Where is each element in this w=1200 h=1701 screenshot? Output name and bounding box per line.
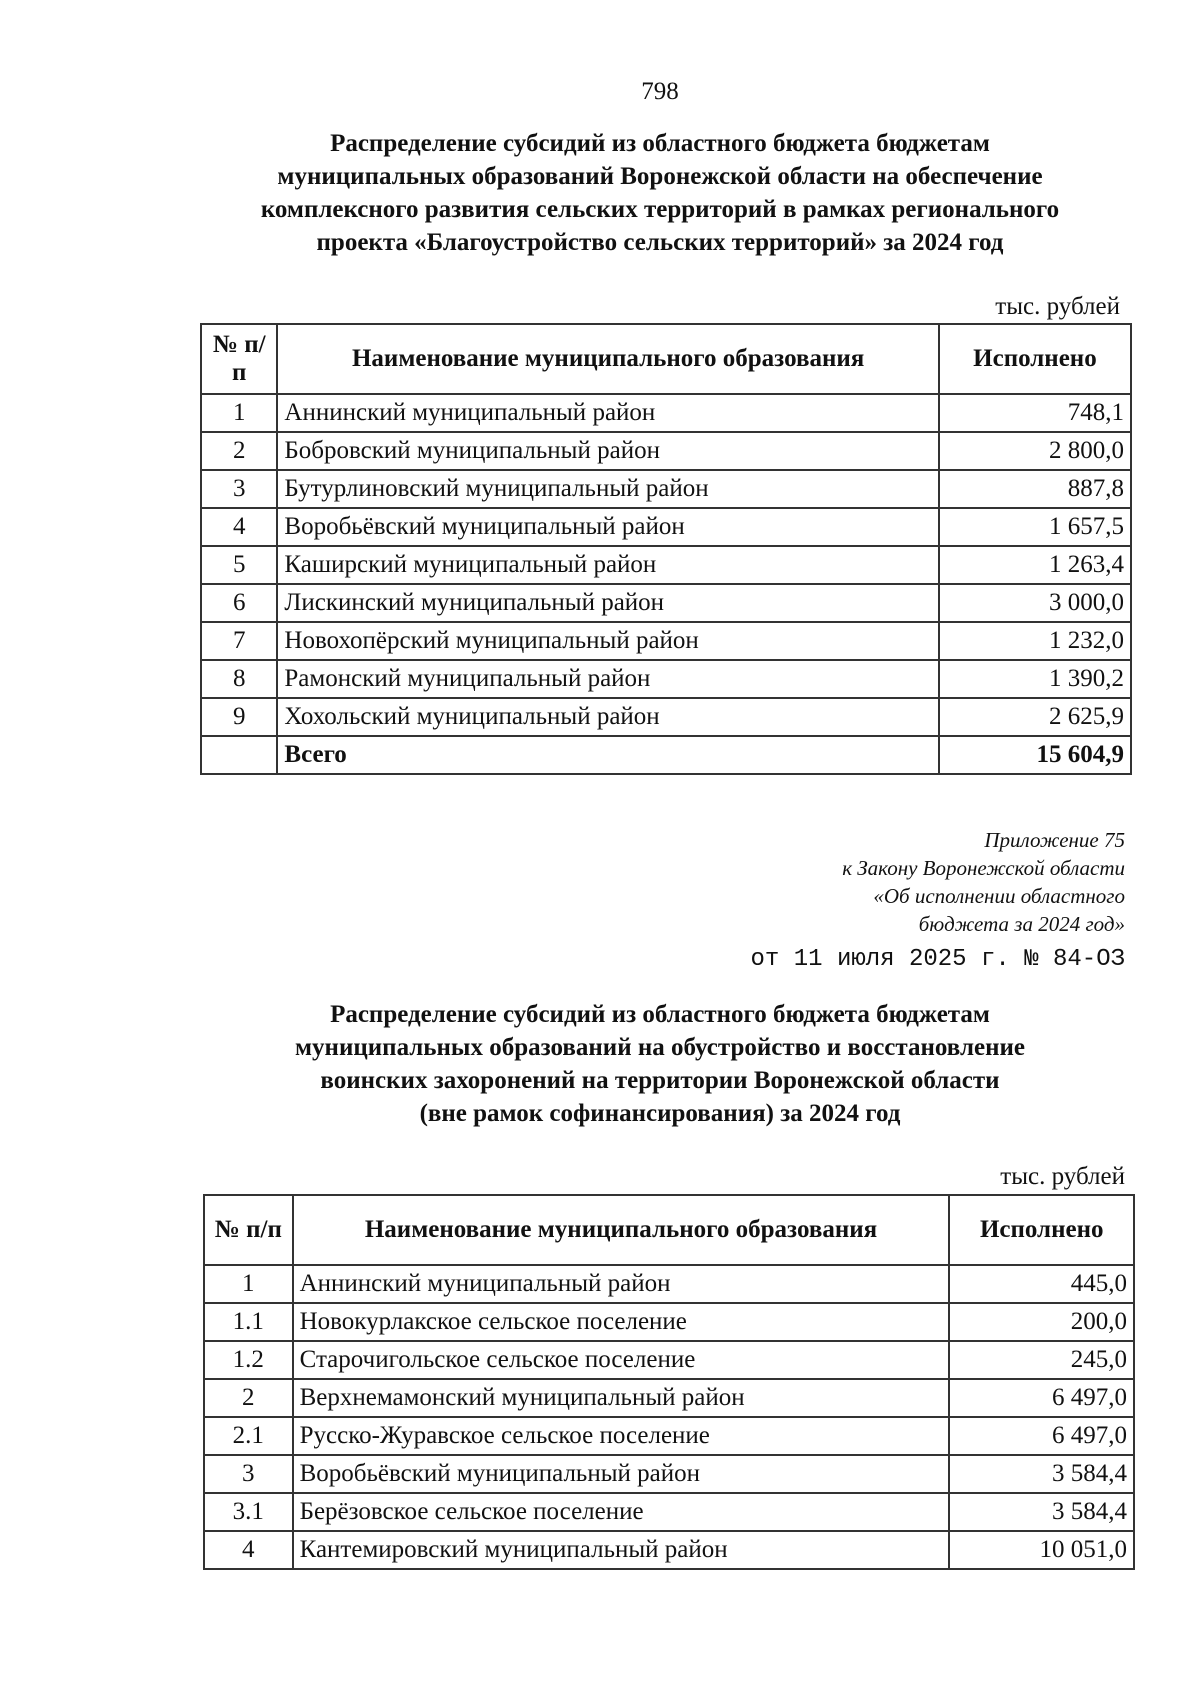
table-row — [204, 1493, 1134, 1531]
table-row — [201, 584, 1131, 622]
row-number: 5 — [201, 546, 277, 584]
section2-units: тыс. рублей — [1000, 1163, 1125, 1190]
row-number: 1.2 — [204, 1341, 293, 1379]
row-number: 8 — [201, 660, 277, 698]
executed-amount: 6 497,0 — [949, 1379, 1134, 1417]
executed-amount: 6 497,0 — [949, 1417, 1134, 1455]
executed-amount: 2 800,0 — [939, 432, 1131, 470]
section1-title — [150, 127, 1170, 259]
executed-amount: 445,0 — [949, 1265, 1134, 1303]
table-row — [204, 1265, 1134, 1303]
municipality-name: Лискинский муниципальный район — [277, 584, 938, 622]
executed-amount: 3 000,0 — [939, 584, 1131, 622]
municipality-name: Новокурлакское сельское поселение — [293, 1303, 950, 1341]
row-number: 2 — [204, 1379, 293, 1417]
column-header-no: № п/п — [201, 324, 277, 394]
column-header-name: Наименование муниципального образования — [293, 1195, 950, 1265]
total-row-number — [201, 736, 277, 774]
row-number: 3.1 — [204, 1493, 293, 1531]
municipality-name: Аннинский муниципальный район — [293, 1265, 950, 1303]
page-number: 798 — [641, 78, 679, 105]
row-number: 1 — [201, 394, 277, 432]
column-header-value: Исполнено — [949, 1195, 1134, 1265]
section1-title-line: муниципальных образований Воронежской области на обеспечение — [277, 163, 1043, 190]
section1-title-line: Распределение субсидий из областного бюджета бюджетам — [330, 130, 990, 157]
table-row — [204, 1379, 1134, 1417]
executed-amount: 748,1 — [939, 394, 1131, 432]
executed-amount: 1 657,5 — [939, 508, 1131, 546]
municipality-name: Бобровский муниципальный район — [277, 432, 938, 470]
appendix-line: «Об исполнении областного — [873, 884, 1125, 908]
row-number: 1.1 — [204, 1303, 293, 1341]
section1-title-line: проекта «Благоустройство сельских территорий» за 2024 год — [316, 229, 1004, 256]
law-date-stamp: от 11 июля 2025 г. № 84-ОЗ — [750, 946, 1125, 973]
row-number: 2 — [201, 432, 277, 470]
row-number: 3 — [204, 1455, 293, 1493]
municipality-name: Кантемировский муниципальный район — [293, 1531, 950, 1569]
table-row — [204, 1455, 1134, 1493]
row-number: 9 — [201, 698, 277, 736]
municipality-name: Русско-Журавское сельское поселение — [293, 1417, 950, 1455]
row-number: 3 — [201, 470, 277, 508]
municipality-name: Воробьёвский муниципальный район — [293, 1455, 950, 1493]
executed-amount: 3 584,4 — [949, 1493, 1134, 1531]
executed-amount: 1 390,2 — [939, 660, 1131, 698]
appendix-line: бюджета за 2024 год» — [918, 912, 1125, 936]
table-row — [201, 660, 1131, 698]
municipality-name: Аннинский муниципальный район — [277, 394, 938, 432]
table-row — [201, 622, 1131, 660]
table-row — [201, 432, 1131, 470]
total-amount: 15 604,9 — [939, 736, 1131, 774]
executed-amount: 887,8 — [939, 470, 1131, 508]
appendix-line: Приложение 75 — [984, 828, 1125, 852]
municipality-name: Берёзовское сельское поселение — [293, 1493, 950, 1531]
row-number: 7 — [201, 622, 277, 660]
executed-amount: 1 232,0 — [939, 622, 1131, 660]
total-row — [201, 736, 1131, 774]
row-number: 1 — [204, 1265, 293, 1303]
appendix-line: к Закону Воронежской области — [842, 856, 1125, 880]
table-row — [204, 1417, 1134, 1455]
municipality-name: Верхнемамонский муниципальный район — [293, 1379, 950, 1417]
section1-units: тыс. рублей — [995, 293, 1120, 320]
total-label: Всего — [277, 736, 938, 774]
executed-amount: 245,0 — [949, 1341, 1134, 1379]
section1-title-line: комплексного развития сельских территорий в рамках регионального — [260, 196, 1060, 223]
executed-amount: 10 051,0 — [949, 1531, 1134, 1569]
table-row — [201, 394, 1131, 432]
executed-amount: 3 584,4 — [949, 1455, 1134, 1493]
column-header-name: Наименование муниципального образования — [277, 324, 938, 394]
section2-title-line: воинских захоронений на территории Воронежской области — [320, 1067, 1000, 1094]
row-number: 4 — [201, 508, 277, 546]
appendix-reference — [842, 826, 1125, 938]
section2-table — [203, 1194, 1135, 1570]
municipality-name: Воробьёвский муниципальный район — [277, 508, 938, 546]
row-number: 6 — [201, 584, 277, 622]
table-row — [201, 546, 1131, 584]
table-row — [204, 1303, 1134, 1341]
column-header-value: Исполнено — [939, 324, 1131, 394]
section2-title-line: (вне рамок софинансирования) за 2024 год — [419, 1100, 901, 1127]
municipality-name: Бутурлиновский муниципальный район — [277, 470, 938, 508]
table-row — [201, 508, 1131, 546]
table-row — [204, 1531, 1134, 1569]
row-number: 4 — [204, 1531, 293, 1569]
executed-amount: 2 625,9 — [939, 698, 1131, 736]
table-header-row — [204, 1195, 1134, 1265]
column-header-no: № п/п — [204, 1195, 293, 1265]
municipality-name: Хохольский муниципальный район — [277, 698, 938, 736]
section1-table — [200, 323, 1132, 775]
executed-amount: 1 263,4 — [939, 546, 1131, 584]
executed-amount: 200,0 — [949, 1303, 1134, 1341]
row-number: 2.1 — [204, 1417, 293, 1455]
municipality-name: Старочигольское сельское поселение — [293, 1341, 950, 1379]
municipality-name: Новохопёрский муниципальный район — [277, 622, 938, 660]
municipality-name: Рамонский муниципальный район — [277, 660, 938, 698]
section2-title-line: Распределение субсидий из областного бюджета бюджетам — [330, 1001, 990, 1028]
table-row — [201, 698, 1131, 736]
section2-title-line: муниципальных образований на обустройство и восстановление — [295, 1034, 1025, 1061]
municipality-name: Каширский муниципальный район — [277, 546, 938, 584]
table-row — [201, 470, 1131, 508]
table-header-row — [201, 324, 1131, 394]
table-row — [204, 1341, 1134, 1379]
section2-title — [150, 998, 1170, 1130]
